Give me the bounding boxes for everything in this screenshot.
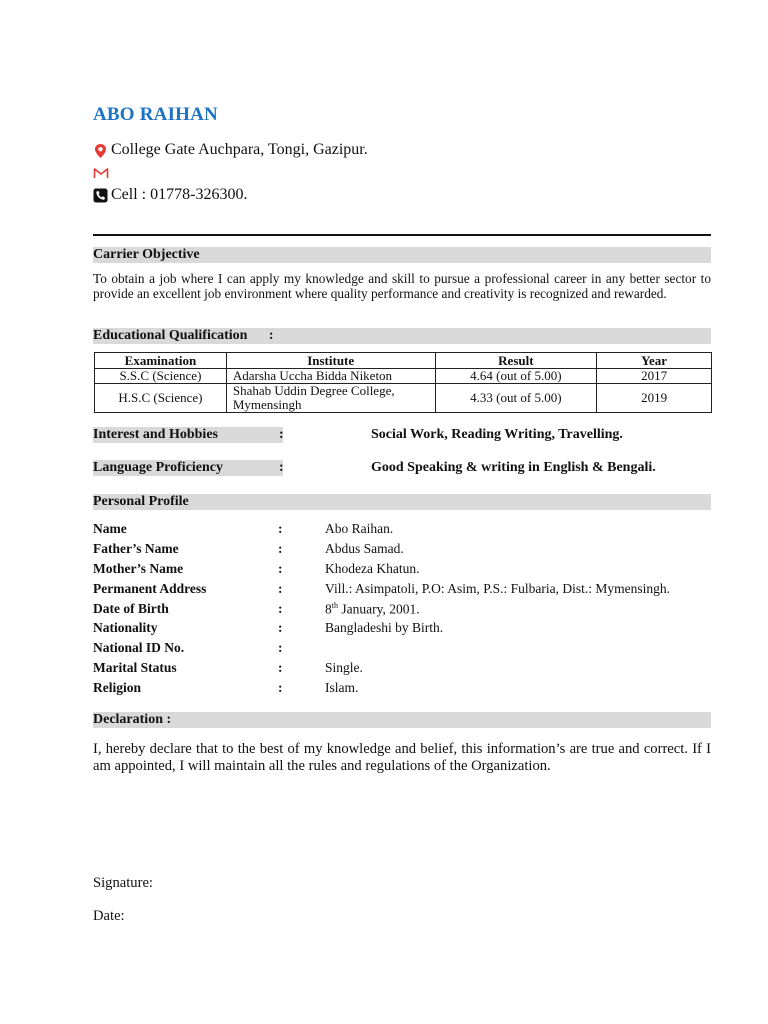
education-title: Educational Qualification [93,328,248,343]
profile-value: Single. [325,660,363,675]
column-header: Institute [226,353,435,369]
table-cell: 4.33 (out of 5.00) [435,384,597,413]
profile-label: Permanent Address [93,581,207,596]
interests-colon: : [279,427,284,442]
dob-ordinal: th [331,601,338,610]
declaration-text: I, hereby declare that to the best of my knowledge and belief, this information’s are true and correct. If I am appointed, I will maintain all the rules and regulations of the Organization. [93,741,711,774]
profile-colon: : [278,680,283,695]
phone-icon [93,188,108,203]
language-label-text: Language Proficiency [93,460,224,475]
profile-value: Bangladeshi by Birth. [325,620,444,635]
interests-value: Social Work, Reading Writing, Travelling. [371,427,623,442]
table-row [95,369,712,384]
table-cell: H.S.C (Science) [95,384,227,413]
objective-text: To obtain a job where I can apply my knowledge and skill to pursue a professional career in any better sector to provide an excellent job environment where quality performance and creativity is recognized and rewarded. [93,271,711,301]
table-cell: S.S.C (Science) [95,369,227,384]
profile-label: Date of Birth [93,601,169,616]
section-heading-declaration: Declaration : [93,712,711,728]
table-cell: 2017 [597,369,712,384]
section-heading-profile: Personal Profile [93,494,711,510]
profile-value: Islam. [325,680,359,695]
profile-value: Abdus Samad. [325,541,404,556]
table-cell: 4.64 (out of 5.00) [435,369,597,384]
education-colon: : [268,328,274,343]
profile-label: Mother’s Name [93,561,184,576]
language-colon: : [279,460,284,475]
interests-label-text: Interest and Hobbies [93,427,218,442]
section-heading-objective: Carrier Objective [93,247,711,263]
profile-colon: : [278,640,283,655]
language-label [93,460,283,476]
profile-label: Father’s Name [93,541,179,556]
dob-day: 8 [325,601,332,617]
language-value: Good Speaking & writing in English & Bengali. [371,460,656,475]
profile-colon: : [278,660,283,675]
candidate-name: ABO RAIHAN [93,104,218,125]
profile-value: Khodeza Khatun. [325,561,420,576]
column-header: Result [435,353,597,369]
interests-label [93,427,283,443]
profile-label: Religion [93,680,142,695]
table-cell: Adarsha Uccha Bidda Niketon [226,369,435,384]
profile-colon: : [278,521,283,536]
email-line [93,166,112,178]
profile-value [325,601,420,618]
header-divider [93,234,711,236]
profile-label: Nationality [93,620,158,635]
profile-colon: : [278,601,283,616]
column-header: Year [597,353,712,369]
date-label: Date: [93,908,125,924]
map-pin-icon [93,143,108,158]
table-cell: Shahab Uddin Degree College, Mymensingh [226,384,435,413]
profile-colon: : [278,620,283,635]
profile-label: National ID No. [93,640,185,655]
profile-label: Marital Status [93,660,177,675]
education-table [94,352,712,413]
cell-text: Cell : 01778-326300. [111,186,248,203]
profile-colon: : [278,561,283,576]
profile-colon: : [278,541,283,556]
address-text: College Gate Auchpara, Tongi, Gazipur. [111,141,368,158]
gmail-icon[interactable] [93,166,109,178]
profile-label: Name [93,521,127,536]
profile-value: Abo Raihan. [325,521,394,536]
table-row [95,384,712,413]
phone-line [93,186,247,204]
section-heading-education [93,328,711,344]
dob-rest: January, 2001. [337,601,420,617]
profile-value: Vill.: Asimpatoli, P.O: Asim, P.S.: Fulbaria, Dist.: Mymensingh. [325,581,670,596]
address-line [93,141,368,159]
signature-label: Signature: [93,875,153,891]
table-cell: 2019 [597,384,712,413]
column-header: Examination [95,353,227,369]
profile-colon: : [278,581,283,596]
table-header-row [95,353,712,369]
